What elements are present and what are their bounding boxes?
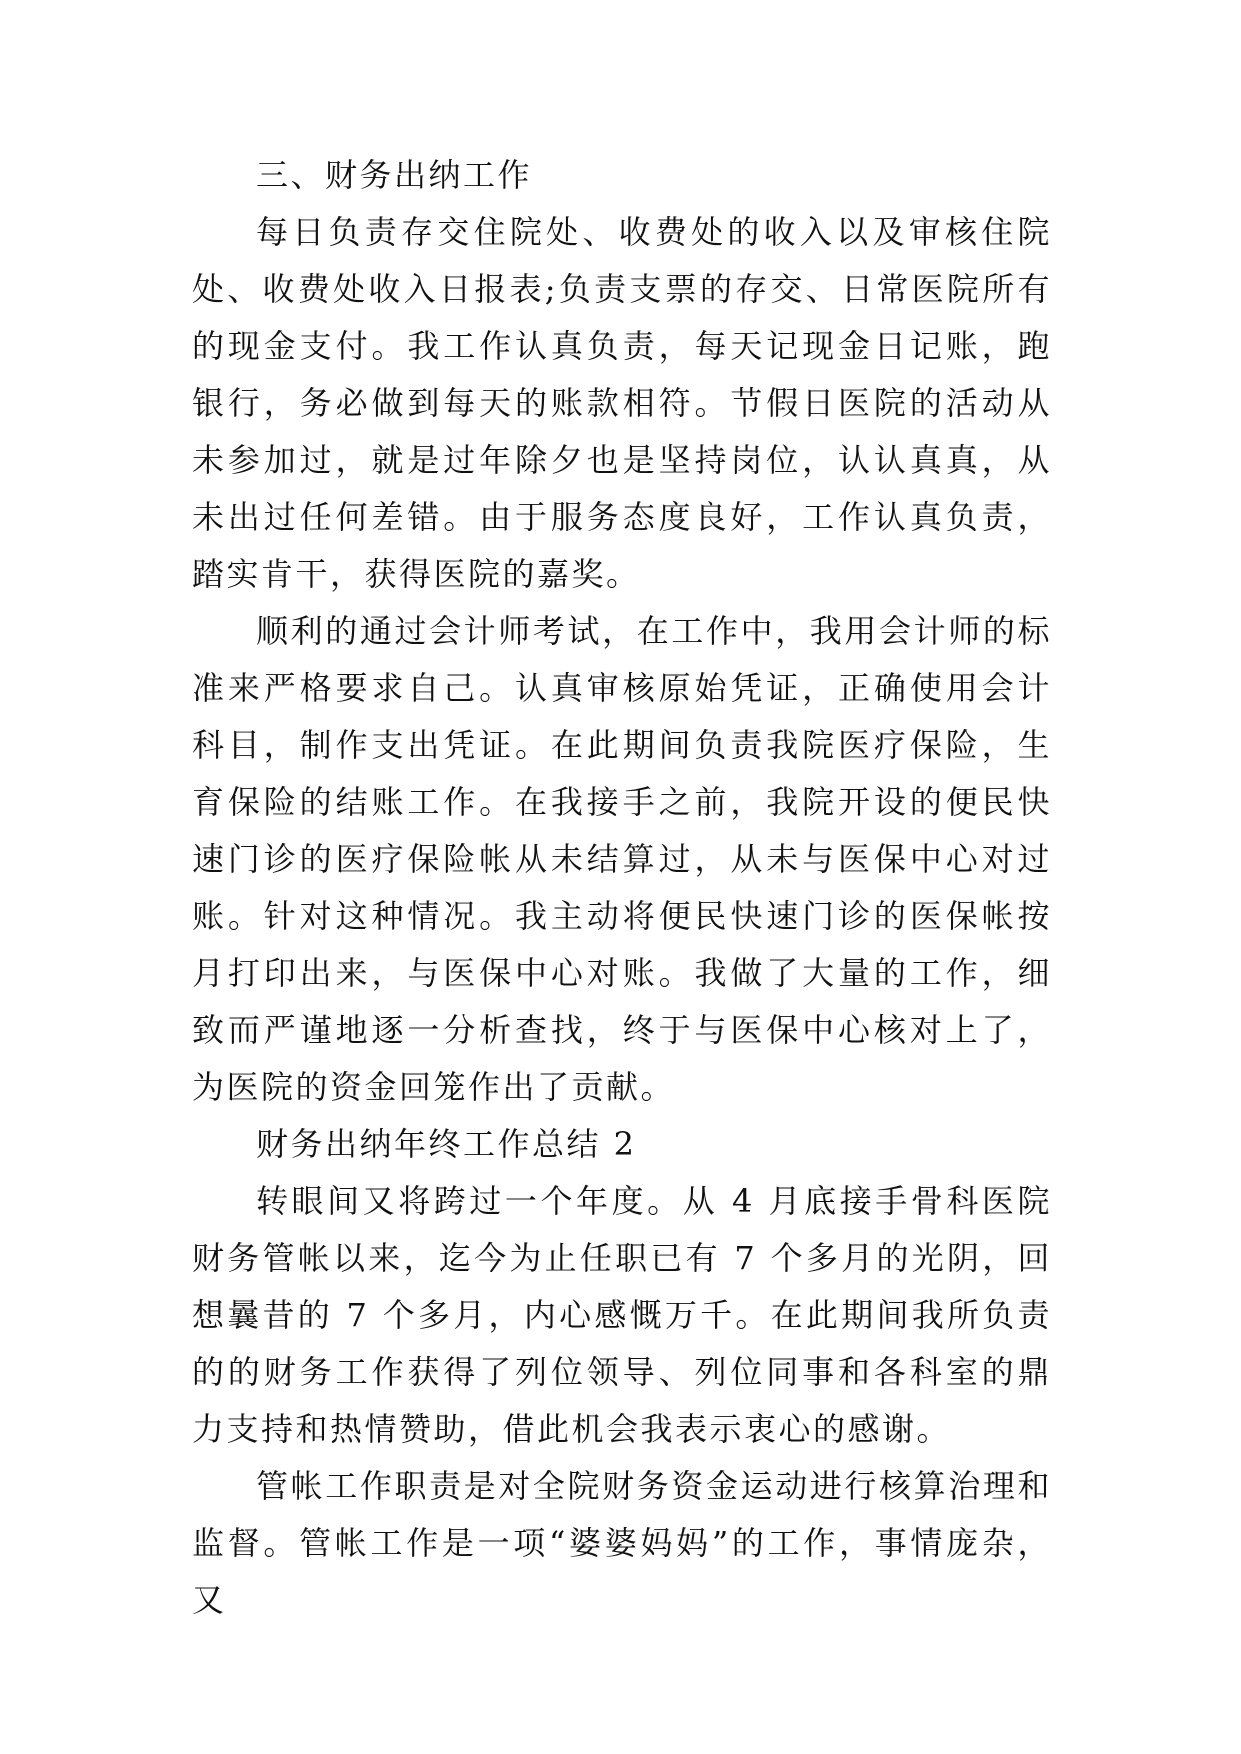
section-heading: 三、财务出纳工作 [256, 156, 533, 194]
document-subtitle: 财务出纳年终工作总结 2 [256, 1125, 637, 1163]
document-body [192, 147, 1052, 1629]
paragraph-cashier-duties: 每日负责存交住院处、收费处的收入以及审核住院处、收费处收入日报表;负责支票的存交、日常医院所有的现金支付。我工作认真负责，每天记现金日记账，跑银行，务必做到每天的账款相符。节假日医院的活动从未参加过，就是过年除夕也是坚持岗位，认认真真，从未出过任何差错。由于服务态度良好，工作认真负责，踏实肯干，获得医院的嘉奖。 [192, 213, 1052, 593]
paragraph-accountant-exam: 顺利的通过会计师考试，在工作中，我用会计师的标准来严格要求自己。认真审核原始凭证，正确使用会计科目，制作支出凭证。在此期间负责我院医疗保险，生育保险的结账工作。在我接手之前，我院开设的便民快速门诊的医疗保险帐从未结算过，从未与医保中心对过账。针对这种情况。我主动将便民快速门诊的医保帐按月打印出来，与医保中心对账。我做了大量的工作，细致而严谨地逐一分析查找，终于与医保中心核对上了，为医院的资金回笼作出了贡献。 [192, 612, 1052, 1106]
paragraph-accounting-duties: 管帐工作职责是对全院财务资金运动进行核算治理和监督。管帐工作是一项“婆婆妈妈”的工作，事情庞杂，又 [192, 1467, 1052, 1619]
paragraph-year-review: 转眼间又将跨过一个年度。从 4 月底接手骨科医院财务管帐以来，迄今为止任职已有 7 个多月的光阴，回想曩昔的 7 个多月，内心感慨万千。在此期间我所负责的的财务工作获得了列位领导、列位同事和各科室的鼎力支持和热情赞助，借此机会我表示衷心的感谢。 [192, 1182, 1052, 1448]
